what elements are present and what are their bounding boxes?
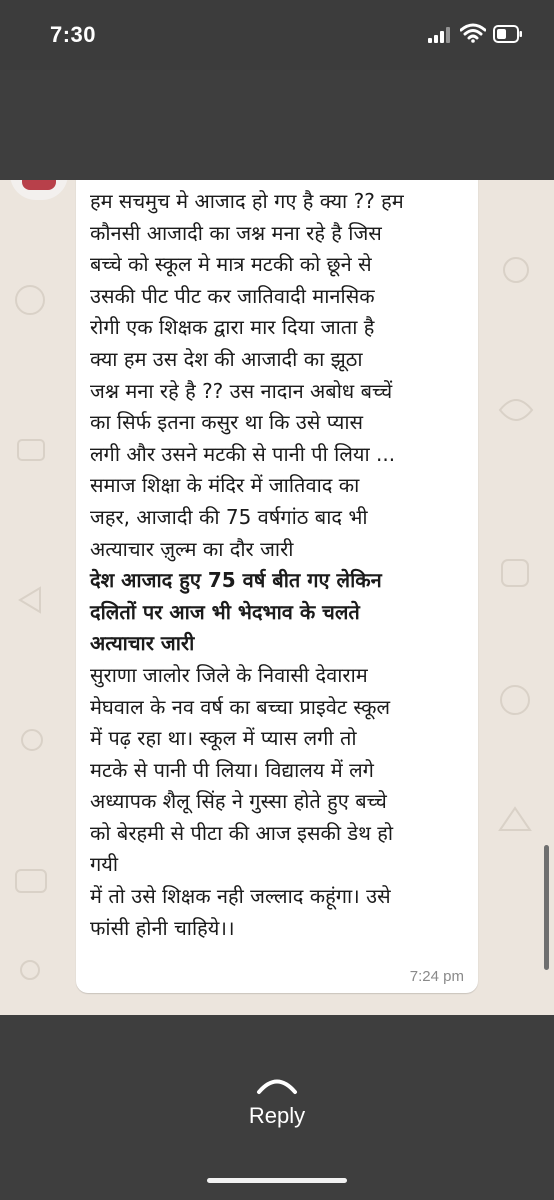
- message-line: को बेरहमी से पीटा की आज इसकी डेथ हो: [90, 820, 394, 845]
- message-line: जहर, आजादी की 75 वर्षगांठ बाद भी: [90, 504, 368, 529]
- reply-area: [0, 1015, 554, 1200]
- message-line: दलितों पर आज भी भेदभाव के चलते: [90, 599, 360, 624]
- message-line: हम सचमुच मे आजाद हो गए है क्या ?? हम: [90, 189, 404, 213]
- message-line: गयी: [90, 852, 119, 877]
- message-line: में पढ़ रहा था। स्कूल में प्यास लगी तो: [90, 726, 357, 751]
- scrollbar-thumb[interactable]: [544, 845, 549, 970]
- signal-icon: [428, 27, 454, 43]
- message-line: उसकी पीट पीट कर जातिवादी मानसिक: [90, 283, 375, 308]
- message-line: में तो उसे शिक्षक नही जल्लाद कहूंगा। उसे: [90, 884, 391, 909]
- status-bar: [0, 0, 554, 70]
- status-time: 7:30: [50, 22, 97, 47]
- message-line: समाज शिक्षा के मंदिर में जातिवाद का: [90, 473, 360, 498]
- battery-icon: [493, 25, 523, 43]
- message-line: फांसी होनी चाहिये।।: [90, 915, 235, 940]
- message-line: रोगी एक शिक्षक द्वारा मार दिया जाता है: [90, 315, 375, 340]
- chat-screenshot: [0, 180, 554, 1015]
- message-line: अध्यापक शैलू सिंह ने गुस्सा होते हुए बच्चे: [90, 789, 387, 814]
- message-line: मेघवाल के नव वर्ष का बच्चा प्राइवेट स्कूल: [90, 694, 391, 719]
- home-indicator[interactable]: [207, 1178, 347, 1183]
- message-line: का सिर्फ इतना कसुर था कि उसे प्यास: [90, 410, 364, 435]
- message-text: [90, 186, 470, 944]
- message-timestamp: 7:24 pm: [409, 968, 464, 985]
- message-line: अत्याचार जारी: [90, 631, 195, 656]
- message-line: अत्याचार ज़ुल्म का दौर जारी: [90, 536, 294, 561]
- message-line: देश आजाद हुए 75 वर्ष बीत गए लेकिन: [90, 568, 382, 593]
- message-line: मटके से पानी पी लिया। विद्यालय में लगे: [90, 757, 374, 782]
- message-bubble: [76, 180, 478, 993]
- reply-label: Reply: [248, 1103, 306, 1128]
- chevron-up-icon: [255, 1073, 299, 1095]
- reply-button[interactable]: [227, 1067, 327, 1137]
- message-line: सुराणा जालोर जिले के निवासी देवाराम: [90, 662, 368, 687]
- wifi-icon: [460, 23, 486, 43]
- message-line: बच्चे को स्कूल मे मात्र मटकी को छूने से: [90, 252, 372, 277]
- message-line: लगी और उसने मटकी से पानी पी लिया ...: [90, 441, 396, 466]
- message-line: कौनसी आजादी का जश्न मना रहे है जिस: [90, 220, 382, 245]
- message-line: जश्न मना रहे है ?? उस नादान अबोध बच्चें: [90, 378, 393, 403]
- message-line: क्या हम उस देश की आजादी का झूठा: [90, 346, 363, 371]
